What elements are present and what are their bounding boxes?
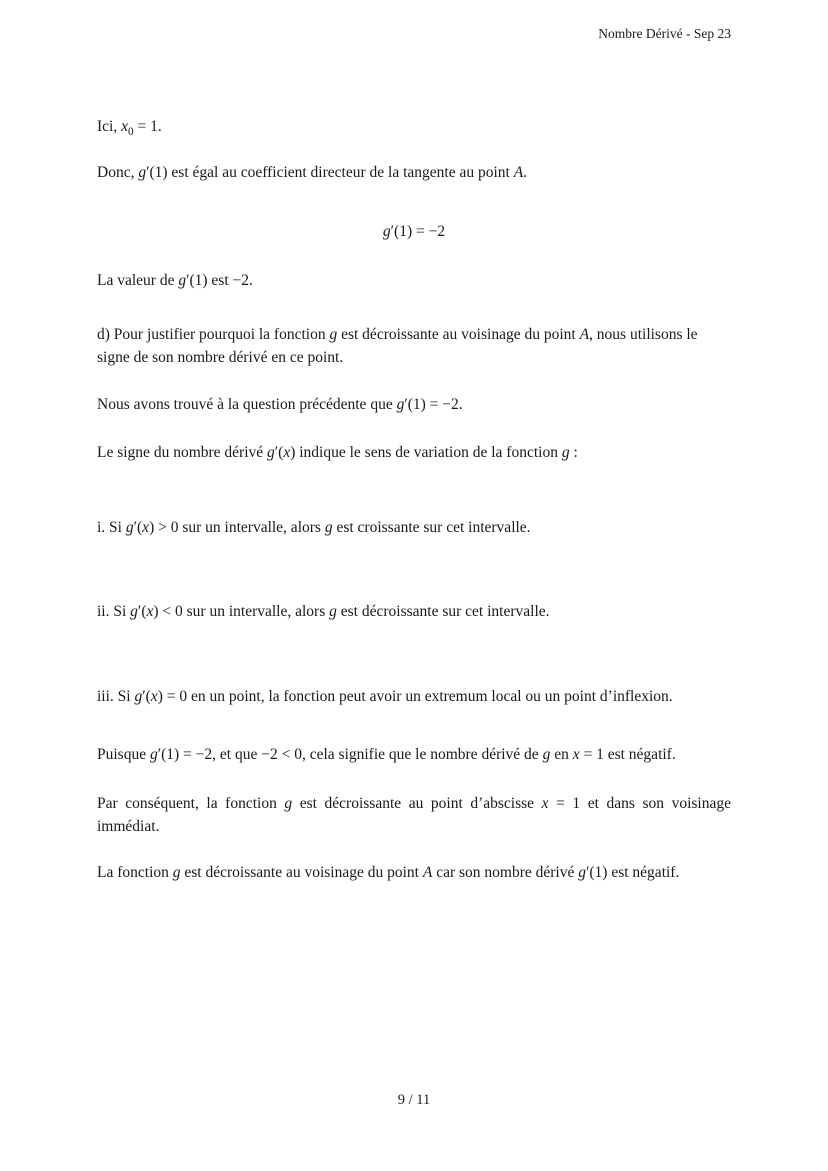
- text-run: ) indique le sens de variation de la fonction: [290, 444, 562, 461]
- math-var: g: [324, 519, 333, 536]
- document-body: [97, 115, 731, 884]
- paragraph-question-d: [97, 323, 731, 369]
- math-var: g: [382, 223, 391, 240]
- list-item-iii: [97, 685, 731, 708]
- text-run: Donc,: [97, 164, 139, 181]
- text-run: d) Pour justifier pourquoi la fonction: [97, 326, 330, 343]
- paragraph-conclusion: [97, 861, 731, 884]
- math-var: g: [578, 864, 586, 881]
- math-var: x: [541, 795, 549, 812]
- equation-derivative-value: [97, 220, 731, 243]
- text-run: :: [569, 444, 578, 461]
- text-run: Par conséquent, la fonction: [97, 795, 285, 812]
- text-run: , nous utilisons le signe de son nombre dérivé en ce point.: [97, 326, 698, 366]
- paragraph-nous-avons: [97, 393, 731, 416]
- text-run: ′(1) est égal au coefficient directeur de la tangente au point: [146, 164, 514, 181]
- text-run: iii. Si: [97, 688, 135, 705]
- math-var: g: [125, 519, 134, 536]
- math-var: g: [267, 444, 275, 461]
- paragraph-x0: [97, 115, 731, 138]
- text-run: est décroissante au point d’abscisse: [292, 795, 542, 812]
- text-run: ′(: [142, 688, 151, 705]
- text-run: ′(: [137, 603, 147, 620]
- text-run: Nous avons trouvé à la question précédente que: [97, 396, 397, 413]
- math-var: A: [579, 326, 590, 343]
- text-run: car son nombre dérivé: [432, 864, 579, 881]
- math-var: x: [146, 603, 154, 620]
- text-run: Le signe du nombre dérivé: [97, 444, 268, 461]
- text-run: i. Si: [97, 519, 126, 536]
- math-var: g: [396, 396, 405, 413]
- paragraph-donc: [97, 161, 731, 184]
- paragraph-valeur: [97, 269, 731, 292]
- text-run: ′(: [133, 519, 143, 536]
- text-run: ′(1) = −2: [390, 223, 446, 240]
- text-run: ′(1) = −2.: [404, 396, 463, 413]
- math-var: g: [561, 444, 570, 461]
- page-header-title: Nombre Dérivé - Sep 23: [598, 26, 731, 41]
- paragraph-le-signe: [97, 441, 731, 464]
- text-run: est décroissante sur cet intervalle.: [336, 603, 550, 620]
- text-run: = 1 et dans son voisinage immédiat.: [97, 795, 731, 835]
- paragraph-puisque: [97, 743, 731, 766]
- math-subscript: 0: [128, 126, 134, 139]
- text-run: ) = 0 en un point, la fonction peut avoir un extremum local ou un point d’inflexion.: [157, 688, 673, 705]
- page-number: 9 / 11: [397, 1092, 431, 1108]
- text-run: ) > 0 sur un intervalle, alors: [149, 519, 325, 536]
- text-run: .: [523, 164, 528, 181]
- text-run: = 1.: [133, 118, 162, 135]
- math-var: g: [130, 603, 138, 620]
- text-run: = 1 est négatif.: [579, 746, 676, 763]
- math-var: x: [142, 519, 150, 536]
- math-var: x: [150, 688, 158, 705]
- text-run: est croissante sur cet intervalle.: [332, 519, 531, 536]
- paragraph-consequent: [97, 792, 731, 838]
- text-run: est décroissante au voisinage du point: [337, 326, 580, 343]
- math-var: A: [513, 164, 524, 181]
- math-var: x: [121, 118, 128, 135]
- math-var: g: [284, 795, 293, 812]
- math-var: g: [172, 864, 181, 881]
- math-var: g: [542, 746, 551, 763]
- text-run: Puisque: [97, 746, 150, 763]
- math-var: g: [329, 603, 337, 620]
- text-run: Ici,: [97, 118, 122, 135]
- math-var: g: [178, 272, 187, 289]
- math-var: g: [149, 746, 158, 763]
- text-run: ′(1) = −2, et que −2 < 0, cela signifie que le nombre dérivé de: [157, 746, 543, 763]
- math-var: x: [572, 746, 580, 763]
- math-var: g: [329, 326, 338, 343]
- text-run: ′(1) est négatif.: [586, 864, 680, 881]
- text-run: La fonction: [97, 864, 173, 881]
- math-var: A: [422, 864, 433, 881]
- math-var: g: [138, 164, 147, 181]
- text-run: ii. Si: [97, 603, 131, 620]
- text-run: en: [550, 746, 573, 763]
- math-var: x: [283, 444, 291, 461]
- text-run: ) < 0 sur un intervalle, alors: [153, 603, 330, 620]
- text-run: La valeur de: [97, 272, 179, 289]
- list-item-i: [97, 516, 731, 539]
- math-var: g: [134, 688, 143, 705]
- list-item-ii: [97, 600, 731, 623]
- text-run: est décroissante au voisinage du point: [180, 864, 423, 881]
- text-run: ′(1) est −2.: [186, 272, 253, 289]
- text-run: ′(: [274, 444, 284, 461]
